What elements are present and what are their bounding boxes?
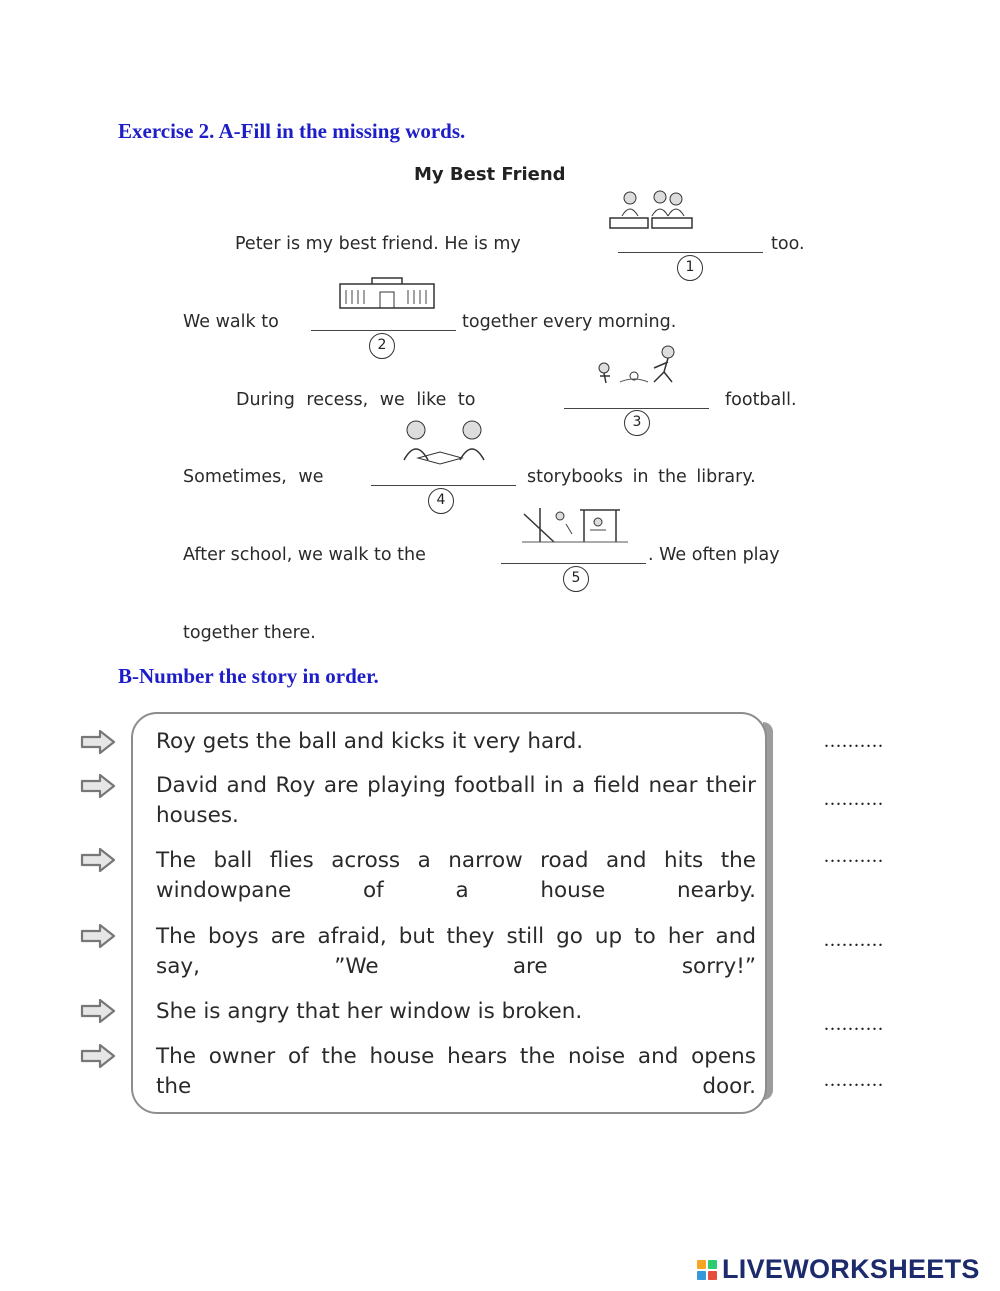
answer-3[interactable]: ..........	[824, 845, 884, 867]
blank-5[interactable]	[501, 563, 646, 564]
sentence-5	[156, 997, 756, 1027]
last-line: together there.	[183, 623, 316, 643]
sentence-5-line-1: She is angry that her window is broken.	[156, 999, 583, 1024]
arrow-icon	[78, 922, 118, 950]
sentence-2-line-1: David and Roy are playing football in a field near their	[156, 773, 756, 798]
school-picture	[336, 276, 438, 312]
arrow-icon	[78, 1042, 118, 1070]
number-3: 3	[624, 410, 650, 436]
sentence-3-line-2: windowpane of a house nearby.	[156, 878, 756, 903]
line-4-after: storybooks in the library.	[527, 467, 756, 487]
answer-6[interactable]: ..........	[824, 1069, 884, 1091]
logo-block	[708, 1271, 717, 1280]
sentence-6-line-2: the door.	[156, 1074, 756, 1099]
logo-block	[697, 1260, 706, 1269]
answer-1[interactable]: ..........	[824, 730, 884, 752]
sentence-4-line-2: say, ”We are sorry!”	[156, 954, 756, 979]
sentence-2-line-2: houses.	[156, 803, 239, 828]
answer-5[interactable]: ..........	[824, 1013, 884, 1035]
line-4-before: Sometimes, we	[183, 467, 324, 487]
arrow-icon	[78, 997, 118, 1025]
logo-text: LIVEWORKSHEETS	[722, 1254, 980, 1284]
sentence-6-line-1: The owner of the house hears the noise and opens	[156, 1044, 756, 1069]
arrow-icon	[78, 846, 118, 874]
sentence-4	[156, 922, 756, 982]
playground-picture	[520, 502, 630, 546]
number-4: 4	[428, 488, 454, 514]
number-5: 5	[563, 566, 589, 592]
sentence-1-line-1: Roy gets the ball and kicks it very hard.	[156, 729, 584, 754]
line-1-before: Peter is my best friend. He is my	[235, 234, 521, 254]
answer-2[interactable]: ..........	[824, 788, 884, 810]
line-2-before: We walk to	[183, 312, 279, 332]
reading-picture	[392, 418, 496, 468]
number-1: 1	[677, 255, 703, 281]
answer-4[interactable]: ..........	[824, 929, 884, 951]
sentence-3	[156, 846, 756, 906]
sentence-2	[156, 771, 756, 831]
sentence-4-line-1: The boys are afraid, but they still go up to her and	[156, 924, 756, 949]
arrow-icon	[78, 728, 118, 756]
line-5-after: . We often play	[648, 545, 780, 565]
line-5-before: After school, we walk to the	[183, 545, 426, 565]
blank-2[interactable]	[311, 330, 456, 331]
sentence-6	[156, 1042, 756, 1102]
logo-blocks-icon	[697, 1260, 717, 1280]
blank-1[interactable]	[618, 252, 763, 253]
line-3-after: football.	[725, 390, 797, 410]
number-2: 2	[369, 333, 395, 359]
logo-block	[697, 1271, 706, 1280]
story-title: My Best Friend	[414, 164, 566, 185]
line-1-after: too.	[771, 234, 805, 254]
sentence-1	[156, 727, 756, 757]
arrow-icon	[78, 772, 118, 800]
line-3-before: During recess, we like to	[236, 390, 476, 410]
part-b-title: B-Number the story in order.	[118, 664, 379, 688]
football-picture	[590, 344, 684, 386]
line-2-after: together every morning.	[462, 312, 677, 332]
exercise-title: Exercise 2. A-Fill in the missing words.	[118, 119, 466, 143]
classmates-picture	[608, 188, 694, 238]
liveworksheets-logo[interactable]	[697, 1254, 980, 1285]
blank-3[interactable]	[564, 408, 709, 409]
logo-block	[708, 1260, 717, 1269]
blank-4[interactable]	[371, 485, 516, 486]
sentence-3-line-1: The ball flies across a narrow road and hits the	[156, 848, 756, 873]
